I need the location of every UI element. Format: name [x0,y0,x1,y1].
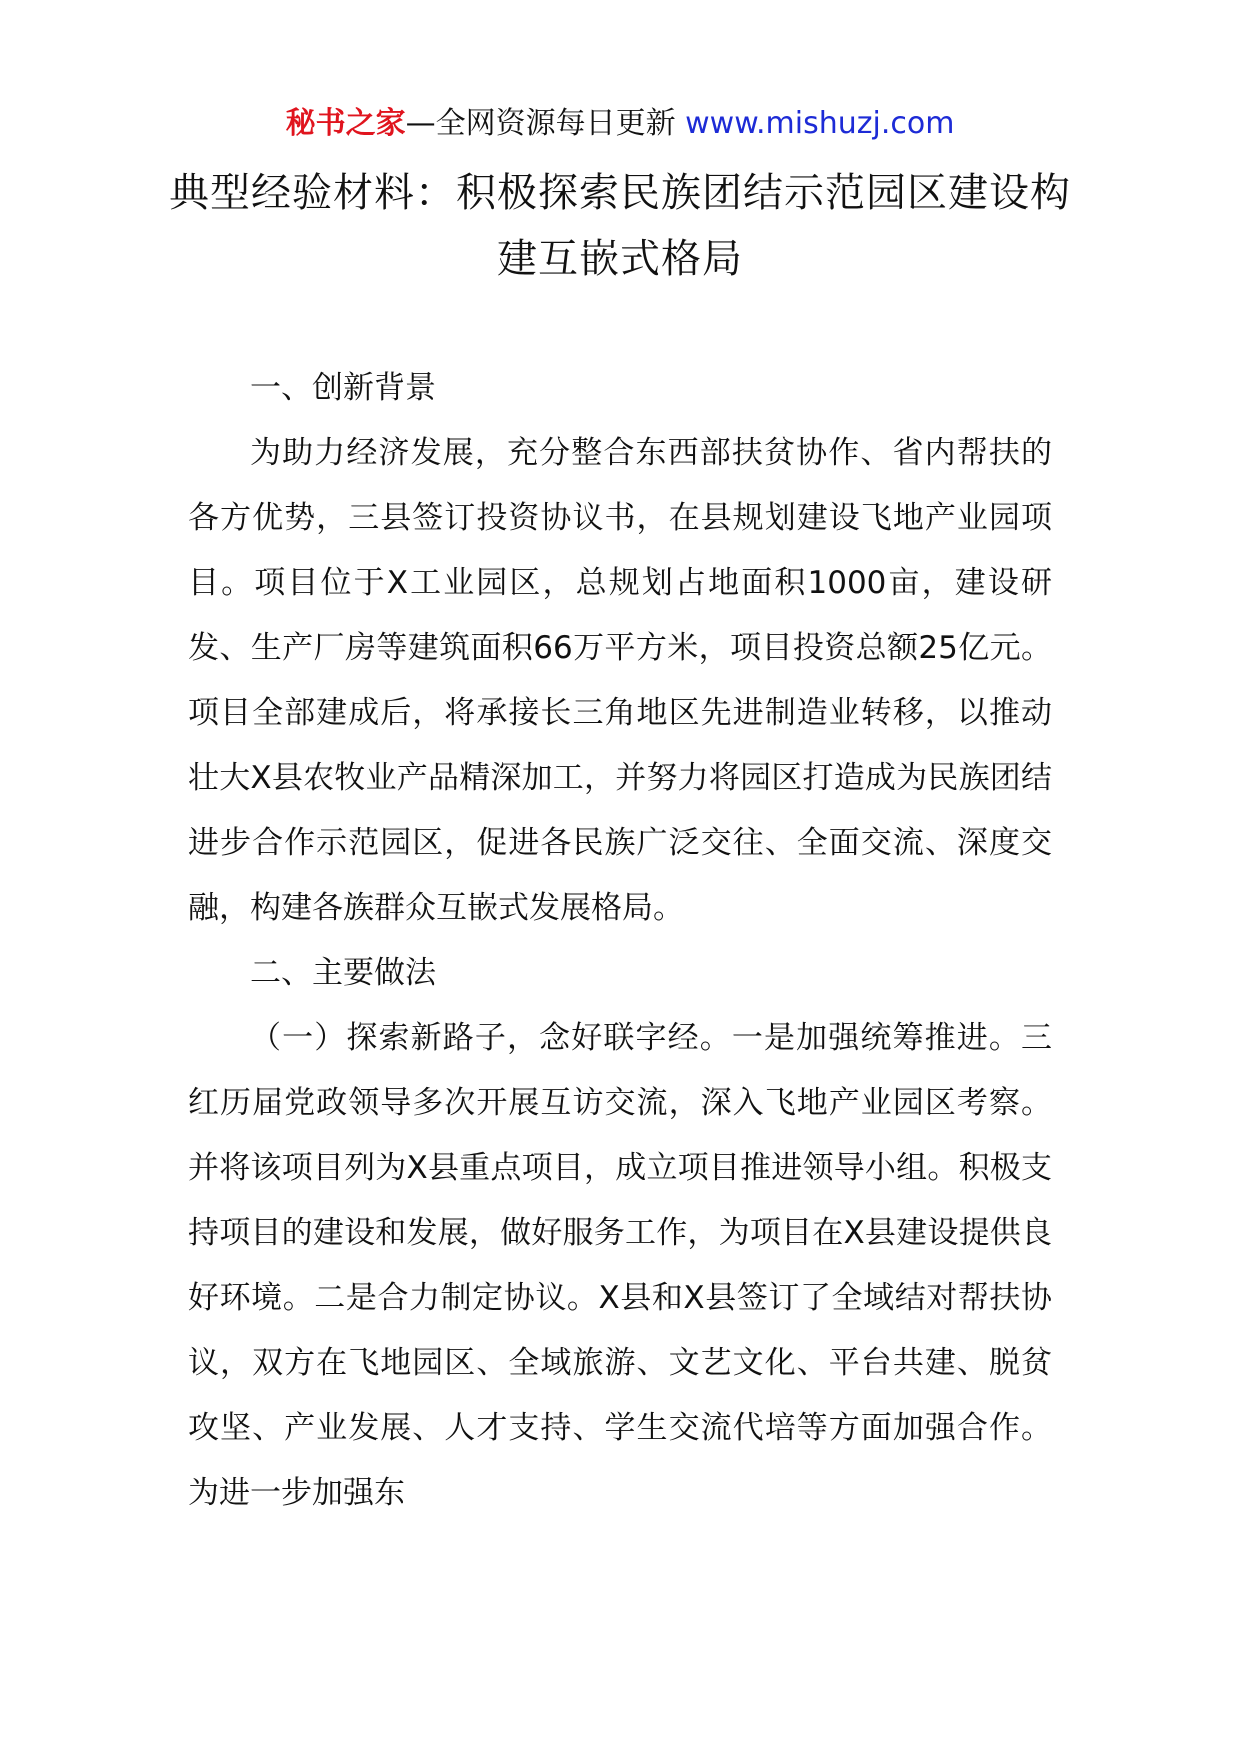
brand-name: 秘书之家 [285,106,406,141]
section-heading-background: 一、创新背景 [250,370,436,406]
paragraph-background: 为助力经济发展，充分整合东西部扶贫协作、省内帮扶的各方优势，三县签订投资协议书，在县规划建设飞地产业园项目。项目位于X工业园区，总规划占地面积1000亩，建设研发、生产厂房等建筑面积66万平方米，项目投资总额25亿元。项目全部建成后，将承接长三角地区先进制造业转移，以推动壮大X县农牧业产品精深加工，并努力将园区打造成为民族团结进步合作示范园区，促进各民族广泛交往、全面交流、深度交融，构建各族群众互嵌式发展格局。 [188,435,1052,926]
section-heading-methods: 二、主要做法 [250,955,436,991]
document-title: 典型经验材料：积极探索民族团结示范园区建设构建互嵌式格局 [169,170,1071,282]
paragraph-methods: （一）探索新路子，念好联字经。一是加强统筹推进。三红历届党政领导多次开展互访交流，深入飞地产业园区考察。并将该项目列为X县重点项目，成立项目推进领导小组。积极支持项目的建设和发展，做好服务工作，为项目在X县建设提供良好环境。二是合力制定协议。X县和X县签订了全域结对帮扶协议，双方在飞地园区、全域旅游、文艺文化、平台共建、脱贫攻坚、产业发展、人才支持、学生交流代培等方面加强合作。为进一步加强东 [188,1020,1052,1511]
site-url-link[interactable]: www.mishuzj.com [685,106,955,141]
document-body [188,356,1052,1526]
header-tagline: —全网资源每日更新 [405,106,686,141]
page-header [0,100,1240,148]
